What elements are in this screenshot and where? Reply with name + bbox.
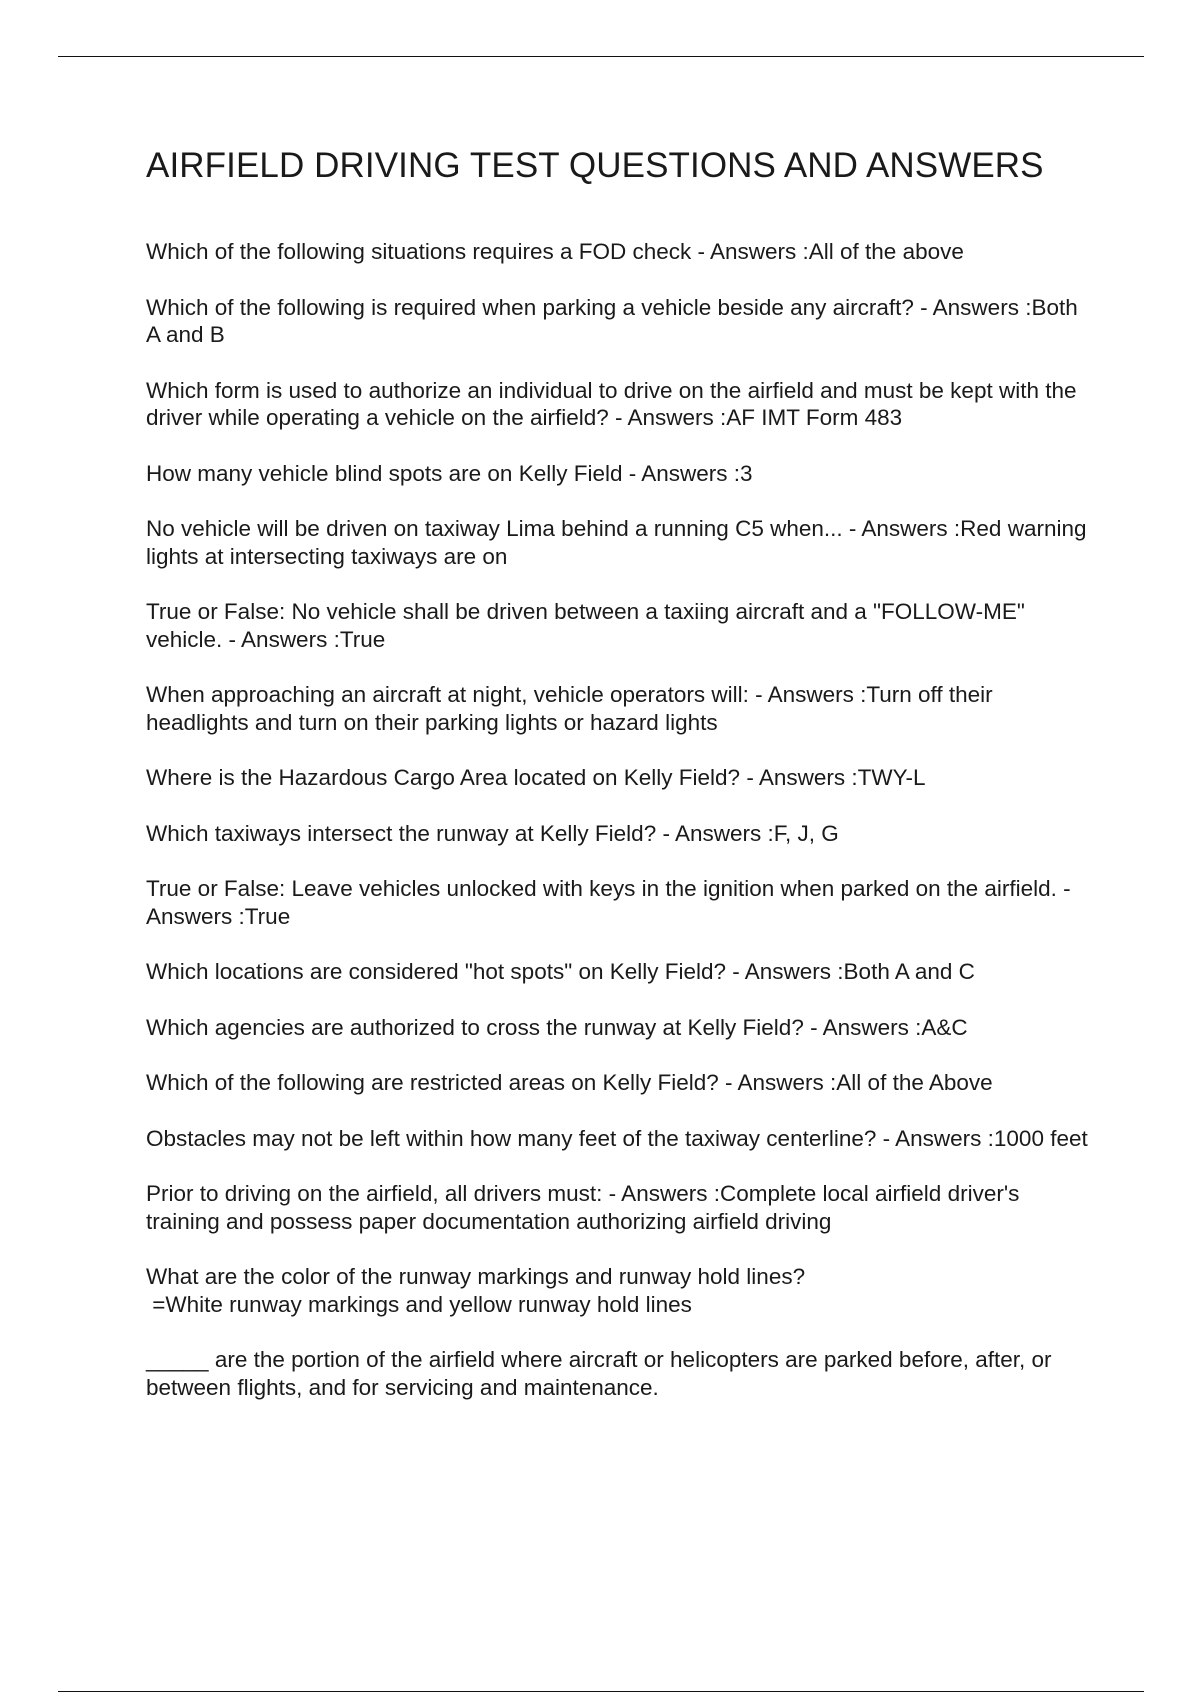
qa-item: Which taxiways intersect the runway at Kelly Field? - Answers :F, J, G	[146, 820, 839, 846]
qa-item: True or False: No vehicle shall be driven between a taxiing aircraft and a "FOLLOW-ME" vehicle. - Answers :True	[146, 599, 1032, 652]
top-rule	[58, 56, 1144, 57]
qa-item: Which agencies are authorized to cross the runway at Kelly Field? - Answers :A&C	[146, 1014, 968, 1040]
qa-item: Prior to driving on the airfield, all drivers must: - Answers :Complete local airfield driver's training and possess paper documentation authorizing airfield driving	[146, 1181, 1026, 1234]
qa-item: Which locations are considered "hot spots" on Kelly Field? - Answers :Both A and C	[146, 959, 975, 984]
bottom-rule	[58, 1691, 1144, 1692]
qa-item: When approaching an aircraft at night, vehicle operators will: - Answers :Turn off their headlights and turn on their parking lights or hazard lights	[146, 682, 999, 735]
qa-item: How many vehicle blind spots are on Kelly Field - Answers :3	[146, 460, 753, 486]
page-title: AIRFIELD DRIVING TEST QUESTIONS AND ANSWERS	[146, 146, 1044, 185]
qa-item: True or False: Leave vehicles unlocked with keys in the ignition when parked on the airfield. - Answers :True	[146, 876, 1076, 929]
qa-list	[146, 238, 1096, 1401]
qa-item: Obstacles may not be left within how many feet of the taxiway centerline? - Answers :1000 feet	[146, 1125, 1088, 1151]
qa-item: Which form is used to authorize an individual to drive on the airfield and must be kept with the driver while operating a vehicle on the airfield? - Answers :AF IMT Form 483	[146, 377, 1083, 430]
qa-item: No vehicle will be driven on taxiway Lima behind a running C5 when... - Answers :Red warning lights at intersecting taxiways are on	[146, 516, 1093, 569]
qa-item: Where is the Hazardous Cargo Area located on Kelly Field? - Answers :TWY-L	[146, 765, 926, 790]
qa-item: Which of the following is required when parking a vehicle beside any aircraft? - Answers :Both A and B	[146, 294, 1083, 347]
qa-item: Which of the following are restricted areas on Kelly Field? - Answers :All of the Above	[146, 1070, 993, 1095]
document-body	[146, 142, 1096, 1429]
qa-item: Which of the following situations requires a FOD check - Answers :All of the above	[146, 239, 964, 264]
qa-item: _____ are the portion of the airfield where aircraft or helicopters are parked before, after, or between flights, and for servicing and maintenance.	[146, 1347, 1058, 1400]
qa-item: What are the color of the runway markings and runway hold lines? =White runway markings and yellow runway hold lines	[146, 1264, 806, 1317]
